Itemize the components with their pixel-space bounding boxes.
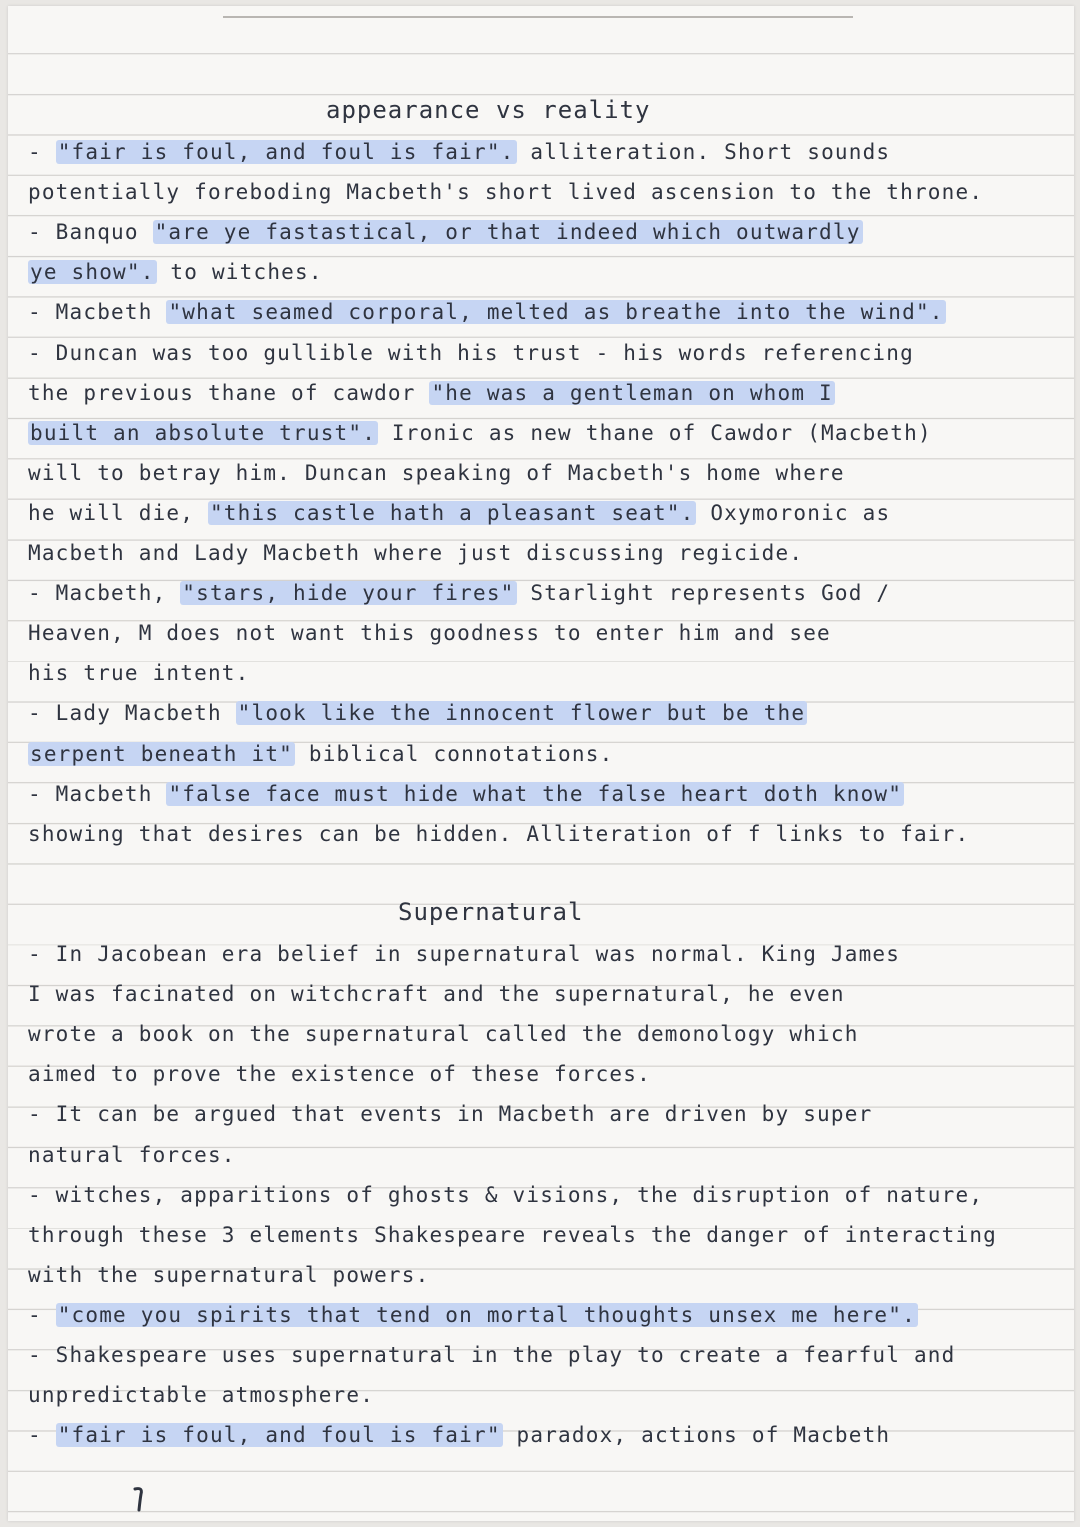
highlighted-quote: "fair is foul, and foul is fair" (57, 1423, 501, 1448)
note-line (28, 1219, 997, 1251)
ink-mark-icon (132, 1486, 146, 1512)
note-text: - Macbeth (28, 300, 167, 325)
note-text: Macbeth and Lady Macbeth where just discussing regicide. (28, 541, 804, 565)
note-line (28, 457, 845, 489)
note-text: - In Jacobean era belief in supernatural was normal. King James (28, 942, 901, 966)
highlighted-quote: "look like the innocent flower but be the (237, 701, 806, 726)
highlighted-quote: "he was a gentleman on whom I (431, 380, 833, 405)
note-text: - Macbeth (28, 781, 167, 806)
note-line (28, 617, 831, 649)
note-text: - Shakespeare uses supernatural in the play to create a fearful and (28, 1343, 956, 1367)
note-line (28, 938, 900, 970)
page-top-rule (223, 16, 853, 18)
note-text: will to betray him. Duncan speaking of Macbeth's home where (28, 460, 845, 485)
note-text: he will die, (28, 500, 208, 525)
note-text: paradox, actions of Macbeth (502, 1423, 891, 1448)
note-text: - (28, 1423, 56, 1448)
note-line (28, 1018, 859, 1050)
highlighted-quote: "are ye fastastical, or that indeed which outwardly (154, 220, 861, 245)
note-text: with the supernatural powers. (28, 1262, 430, 1287)
note-text: biblical connotations. (295, 741, 614, 766)
highlighted-quote: "false face must hide what the false heart doth know" (168, 781, 903, 806)
note-line (28, 256, 323, 288)
note-line (28, 216, 863, 248)
highlighted-quote: "stars, hide your fires" (182, 581, 515, 606)
note-line (28, 1179, 983, 1211)
highlighted-quote: "fair is foul, and foul is fair". (57, 140, 515, 164)
note-line (28, 1139, 236, 1171)
highlighted-quote: serpent beneath it" (30, 741, 294, 766)
note-line (28, 337, 914, 369)
note-text: I was facinated on witchcraft and the supernatural, he even (28, 982, 845, 1007)
note-line (28, 1339, 956, 1371)
note-line (28, 296, 946, 328)
note-line (28, 497, 890, 529)
note-line (28, 657, 250, 689)
note-line (28, 1419, 890, 1451)
note-text: aimed to prove the existence of these forces. (28, 1062, 651, 1087)
note-line (28, 1259, 429, 1291)
note-text: - Duncan was too gullible with his trust - his words referencing (28, 340, 914, 365)
note-line (28, 978, 845, 1010)
note-text: Starlight represents God / (516, 581, 891, 606)
note-text: Ironic as new thane of Cawdor (Macbeth) (378, 420, 932, 445)
note-text: - Lady Macbeth (28, 701, 236, 726)
note-text: natural forces. (28, 1142, 236, 1167)
note-text: - witches, apparitions of ghosts & visions, the disruption of nature, (28, 1182, 984, 1207)
note-text: showing that desires can be hidden. Alliteration of f links to fair. (28, 821, 970, 846)
note-line (28, 778, 904, 810)
note-text: - Banquo (28, 220, 153, 245)
note-line (28, 818, 969, 850)
note-text: - (28, 140, 56, 164)
note-text: unpredictable atmosphere. (28, 1383, 375, 1408)
note-line (28, 537, 803, 569)
note-text: - Macbeth, (28, 581, 181, 606)
note-text: - (28, 1302, 56, 1327)
note-text: to witches. (156, 260, 323, 285)
note-line (28, 176, 983, 208)
note-text: his true intent. (28, 661, 250, 686)
note-line (28, 1098, 872, 1130)
note-text: - It can be argued that events in Macbeth are driven by super (28, 1102, 873, 1127)
highlighted-quote: built an absolute trust". (30, 420, 377, 445)
note-line (28, 417, 932, 449)
note-line (28, 1058, 651, 1090)
note-text: Oxymoronic as (696, 500, 891, 525)
note-text: alliteration. Short sounds (516, 140, 891, 164)
highlighted-quote: ye show". (30, 260, 155, 285)
highlighted-quote: "come you spirits that tend on mortal thoughts unsex me here". (57, 1302, 916, 1327)
notebook-page (8, 6, 1074, 1521)
note-line (28, 577, 890, 609)
note-line (28, 697, 807, 729)
note-line (28, 1379, 374, 1411)
highlighted-quote: "this castle hath a pleasant seat". (209, 500, 695, 525)
note-text: the previous thane of cawdor (28, 380, 430, 405)
section-heading: appearance vs reality (326, 96, 651, 124)
section-heading: Supernatural (398, 898, 584, 926)
note-line (28, 738, 613, 770)
note-text: through these 3 elements Shakespeare reveals the danger of interacting (28, 1222, 998, 1247)
note-line (28, 136, 890, 168)
note-text: Heaven, M does not want this goodness to enter him and see (28, 621, 831, 646)
highlighted-quote: "what seamed corporal, melted as breathe into the wind". (168, 300, 944, 325)
note-text: wrote a book on the supernatural called the demonology which (28, 1022, 859, 1047)
note-line (28, 377, 835, 409)
note-line (28, 1299, 918, 1331)
note-text: potentially foreboding Macbeth's short lived ascension to the throne. (28, 180, 984, 205)
